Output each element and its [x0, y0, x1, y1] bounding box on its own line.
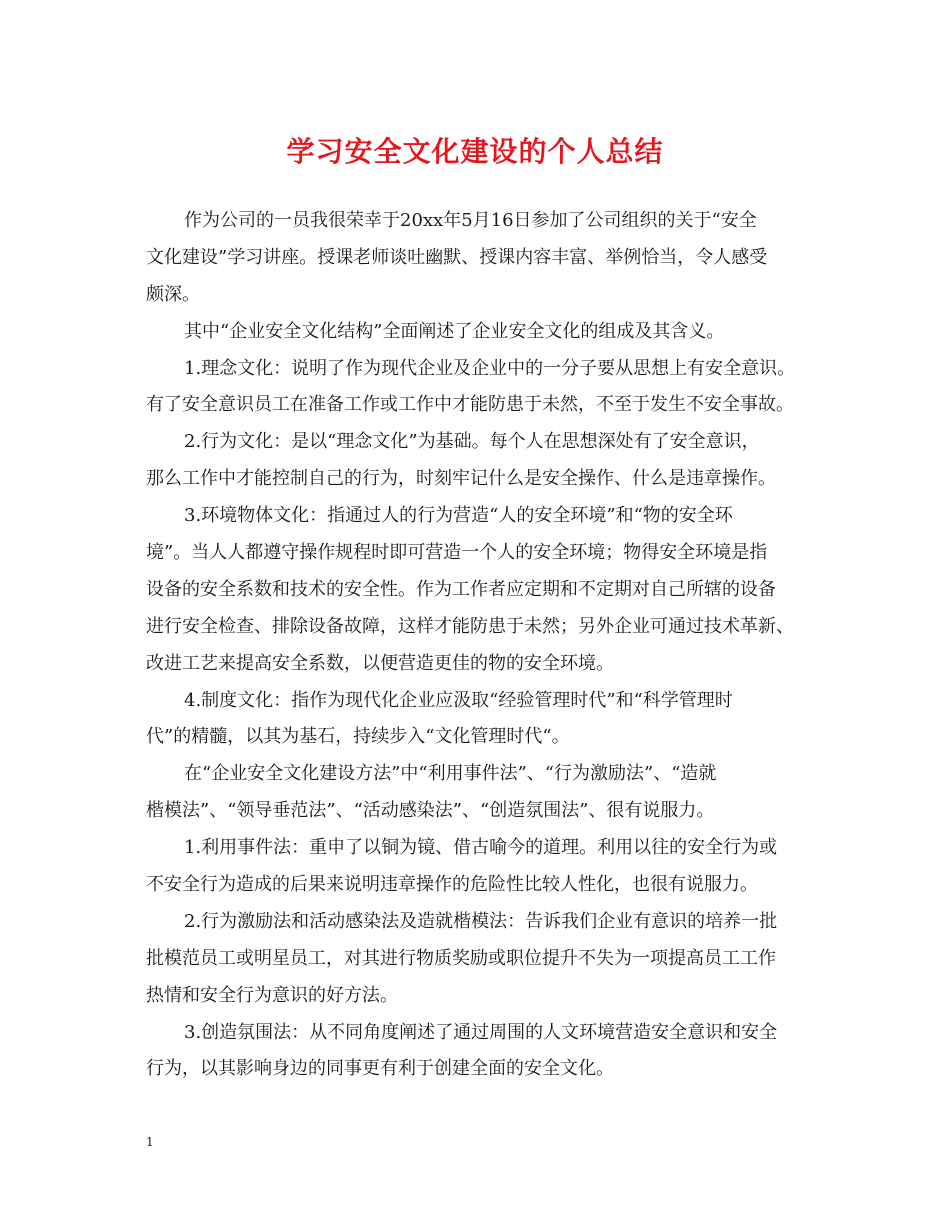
text-line: 进行安全检查、排除设备故障，这样才能防患于未然；另外企业可通过技术革新、 — [146, 615, 794, 637]
text-line: 批模范员工或明星员工，对其进行物质奖励或职位提升不失为一项提高员工工作 — [146, 947, 776, 969]
document-body — [146, 203, 811, 1088]
text-line: 设备的安全系数和技术的安全性。作为工作者应定期和不定期对自己所辖的设备 — [146, 578, 776, 600]
text-line: 不安全行为造成的后果来说明违章操作的危险性比较人性化，也很有说服力。 — [146, 874, 758, 896]
text-line: 2.行为文化：是以“理念文化”为基础。每个人在思想深处有了安全意识， — [184, 431, 760, 453]
text-line: 3.环境物体文化：指通过人的行为营造“人的安全环境”和“物的安全环 — [184, 505, 733, 527]
text-line: 1.利用事件法：重申了以铜为镜、借古喻今的道理。利用以往的安全行为或 — [184, 837, 778, 859]
text-line: 2.行为激励法和活动感染法及造就楷模法：告诉我们企业有意识的培养一批 — [184, 910, 778, 932]
text-line: 改进工艺来提高安全系数，以便营造更佳的物的安全环境。 — [146, 652, 614, 674]
text-line: 行为，以其影响身边的同事更有利于创建全面的安全文化。 — [146, 1058, 614, 1080]
document-title: 学习安全文化建设的个人总结 — [286, 135, 664, 168]
text-line: 1.理念文化：说明了作为现代企业及企业中的一分子要从思想上有安全意识。 — [184, 357, 796, 379]
text-line: 其中“企业安全文化结构”全面阐述了企业安全文化的组成及其含义。 — [184, 320, 725, 342]
text-line: 热情和安全行为意识的好方法。 — [146, 984, 398, 1006]
text-line: 3.创造氛围法：从不同角度阐述了通过周围的人文环境营造安全意识和安全 — [184, 1021, 778, 1043]
text-line: 有了安全意识员工在准备工作或工作中才能防患于未然，不至于发生不安全事故。 — [146, 394, 794, 416]
text-line: 楷模法”、“领导垂范法”、“活动感染法”、“创造氛围法”、很有说服力。 — [146, 800, 715, 822]
text-line: 4.制度文化：指作为现代化企业应汲取“经验管理时代”和“科学管理时 — [184, 689, 733, 711]
text-line: 代”的精髓，以其为基石，持续步入“文化管理时代“。 — [146, 726, 570, 748]
text-line: 颇深。 — [146, 283, 200, 305]
text-line: 那么工作中才能控制自己的行为，时刻牢记什么是安全操作、什么是违章操作。 — [146, 468, 776, 490]
text-line: 文化建设”学习讲座。授课老师谈吐幽默、授课内容丰富、举例恰当，令人感受 — [146, 246, 768, 268]
text-line: 作为公司的一员我很荣幸于20xx年5月16日参加了公司组织的关于“安全 — [184, 210, 757, 231]
page-number: 1 — [146, 1135, 154, 1149]
text-line: 在“企业安全文化建设方法”中“利用事件法”、“行为激励法”、“造就 — [184, 763, 717, 785]
text-line: 境”。当人人都遵守操作规程时即可营造一个人的安全环境；物得安全环境是指 — [146, 542, 768, 564]
